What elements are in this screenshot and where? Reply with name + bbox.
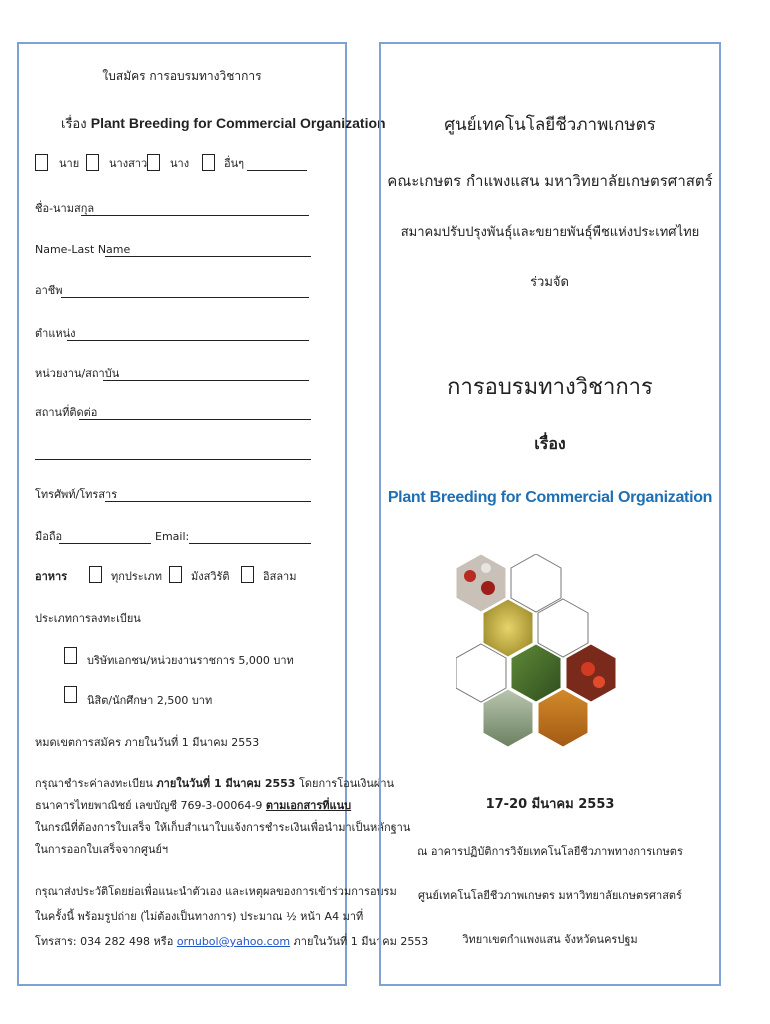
address-field-line2[interactable] <box>35 459 311 460</box>
name-th-label: ชื่อ-นามสกุล <box>35 202 95 215</box>
form-subject-title: Plant Breeding for Commercial Organization <box>90 115 386 131</box>
cohost-label: ร่วมจัด <box>530 275 569 290</box>
payment-text: กรุณาชำระค่าลงทะเบียน <box>35 777 157 790</box>
mobile-label: มือถือ <box>35 530 63 543</box>
mobile-field[interactable] <box>59 543 151 544</box>
address-label: สถานที่ติดต่อ <box>35 406 98 419</box>
prefix-other-label: อื่นๆ <box>224 157 245 170</box>
subject-heading: เรื่อง <box>534 434 566 453</box>
bank-account: ธนาคารไทยพาณิชย์ เลขบัญชี 769-3-00064-9 <box>35 799 266 812</box>
position-field[interactable] <box>67 340 309 341</box>
food-vegetarian-checkbox[interactable] <box>169 566 182 583</box>
hex-photo-leaves <box>511 644 561 702</box>
name-en-label: Name-Last Name <box>35 243 131 256</box>
occupation-label: อาชีพ <box>35 284 63 297</box>
hex-photo-flower <box>483 599 533 657</box>
form-title: ใบสมัคร การอบรมทางวิชาการ <box>102 69 262 83</box>
plant-photo-honeycomb <box>456 554 656 754</box>
application-deadline: หมดเขตการสมัคร ภายในวันที่ 1 มีนาคม 2553 <box>35 736 260 749</box>
course-title: Plant Breeding for Commercial Organization <box>387 489 713 506</box>
address-field[interactable] <box>79 419 311 420</box>
organization-label: หน่วยงาน/สถาบัน <box>35 367 120 380</box>
send-deadline: ภายในวันที่ 1 มีนาคม 2553 <box>290 935 429 948</box>
prefix-mrs-label: นาง <box>170 157 190 170</box>
form-subject <box>61 114 386 134</box>
registration-company-label: บริษัทเอกชน/หน่วยงานราชการ 5,000 บาท <box>87 654 294 667</box>
phone-fax-field[interactable] <box>105 501 311 502</box>
send-profile-line-3 <box>35 935 428 949</box>
food-halal-checkbox[interactable] <box>241 566 254 583</box>
venue-line-2: ศูนย์เทคโนโลยีชีวภาพเกษตร มหาวิทยาลัยเกษตรศาสตร์ <box>418 889 682 902</box>
email-label: Email: <box>155 530 190 543</box>
organizer-2: คณะเกษตร กำแพงแสน มหาวิทยาลัยเกษตรศาสตร์ <box>387 172 713 190</box>
prefix-miss-label: นางสาว <box>109 157 148 170</box>
fax-number: โทรสาร: 034 282 498 หรือ <box>35 935 177 948</box>
food-all-checkbox[interactable] <box>89 566 102 583</box>
hex-empty <box>456 644 506 702</box>
prefix-mr-label: นาย <box>59 157 80 170</box>
occupation-field[interactable] <box>61 297 309 298</box>
registration-student-label: นิสิต/นักศึกษา 2,500 บาท <box>87 694 213 707</box>
photo-detail-dot <box>481 581 495 595</box>
hex-photo-seedling-trays <box>483 689 533 747</box>
food-vegetarian-label: มังสวิรัติ <box>191 570 230 583</box>
brochure-cover-panel <box>379 42 721 986</box>
registration-form-panel <box>17 42 429 986</box>
prefix-mrs-checkbox[interactable] <box>147 154 160 171</box>
venue-line-1: ณ อาคารปฏิบัติการวิจัยเทคโนโลยีชีวภาพทางการเกษตร <box>417 845 683 858</box>
photo-detail-dot <box>593 676 605 688</box>
prefix-other-checkbox[interactable] <box>202 154 215 171</box>
contact-email-link[interactable]: ornubol@yahoo.com <box>176 935 291 948</box>
prefix-miss-checkbox[interactable] <box>86 154 99 171</box>
payment-line-2 <box>35 799 351 813</box>
hex-photo-seeds <box>538 689 588 747</box>
phone-fax-label: โทรศัพท์/โทรสาร <box>35 488 118 501</box>
name-th-field[interactable] <box>81 215 309 216</box>
event-dates: 17-20 มีนาคม 2553 <box>485 797 615 812</box>
attached-document-note: ตามเอกสารที่แนบ <box>265 799 352 812</box>
organizer-1: ศูนย์เทคโนโลยีชีวภาพเกษตร <box>444 115 656 135</box>
organization-field[interactable] <box>103 380 309 381</box>
photo-detail-dot <box>581 662 595 676</box>
food-all-label: ทุกประเภท <box>111 570 162 583</box>
photo-detail-dot <box>464 570 476 582</box>
payment-text-end: โดยการโอนเงินผ่าน <box>295 777 395 790</box>
send-profile-line-2: ในครั้งนี้ พร้อมรูปถ่าย (ไม่ต้องเป็นทางการ) ประมาณ ½ หน้า A4 มาที่ <box>35 910 364 923</box>
hex-empty <box>538 599 588 657</box>
position-label: ตำแหน่ง <box>35 327 76 340</box>
hex-empty <box>511 554 561 612</box>
send-profile-line-1: กรุณาส่งประวัติโดยย่อเพื่อแนะนำตัวเอง และเหตุผลของการเข้าร่วมการอบรม <box>35 885 397 898</box>
payment-line-4: ในการออกใบเสร็จจากศูนย์ฯ <box>35 843 169 856</box>
organizer-3: สมาคมปรับปรุงพันธุ์และขยายพันธุ์พืชแห่งประเทศไทย <box>400 225 700 240</box>
form-subject-prefix: เรื่อง <box>61 117 87 132</box>
registration-student-checkbox[interactable] <box>64 686 77 703</box>
payment-line-1 <box>35 777 394 791</box>
photo-detail-dot <box>481 563 491 573</box>
name-en-field[interactable] <box>105 256 311 257</box>
payment-line-3: ในกรณีที่ต้องการใบเสร็จ ให้เก็บสำเนาใบแจ้งการชำระเงินเพื่อนำมาเป็นหลักฐาน <box>35 821 411 834</box>
hex-photo-tissue-culture <box>456 554 506 612</box>
event-type-heading: การอบรมทางวิชาการ <box>447 375 653 400</box>
registration-company-checkbox[interactable] <box>64 647 77 664</box>
food-halal-label: อิสลาม <box>263 570 297 583</box>
venue-line-3: วิทยาเขตกำแพงแสน จังหวัดนครปฐม <box>462 933 638 946</box>
email-field[interactable] <box>189 543 311 544</box>
food-label: อาหาร <box>35 570 68 583</box>
prefix-other-line[interactable] <box>247 170 307 171</box>
payment-deadline: ภายในวันที่ 1 มีนาคม 2553 <box>156 777 296 790</box>
registration-type-label: ประเภทการลงทะเบียน <box>35 612 141 625</box>
prefix-mr-checkbox[interactable] <box>35 154 48 171</box>
